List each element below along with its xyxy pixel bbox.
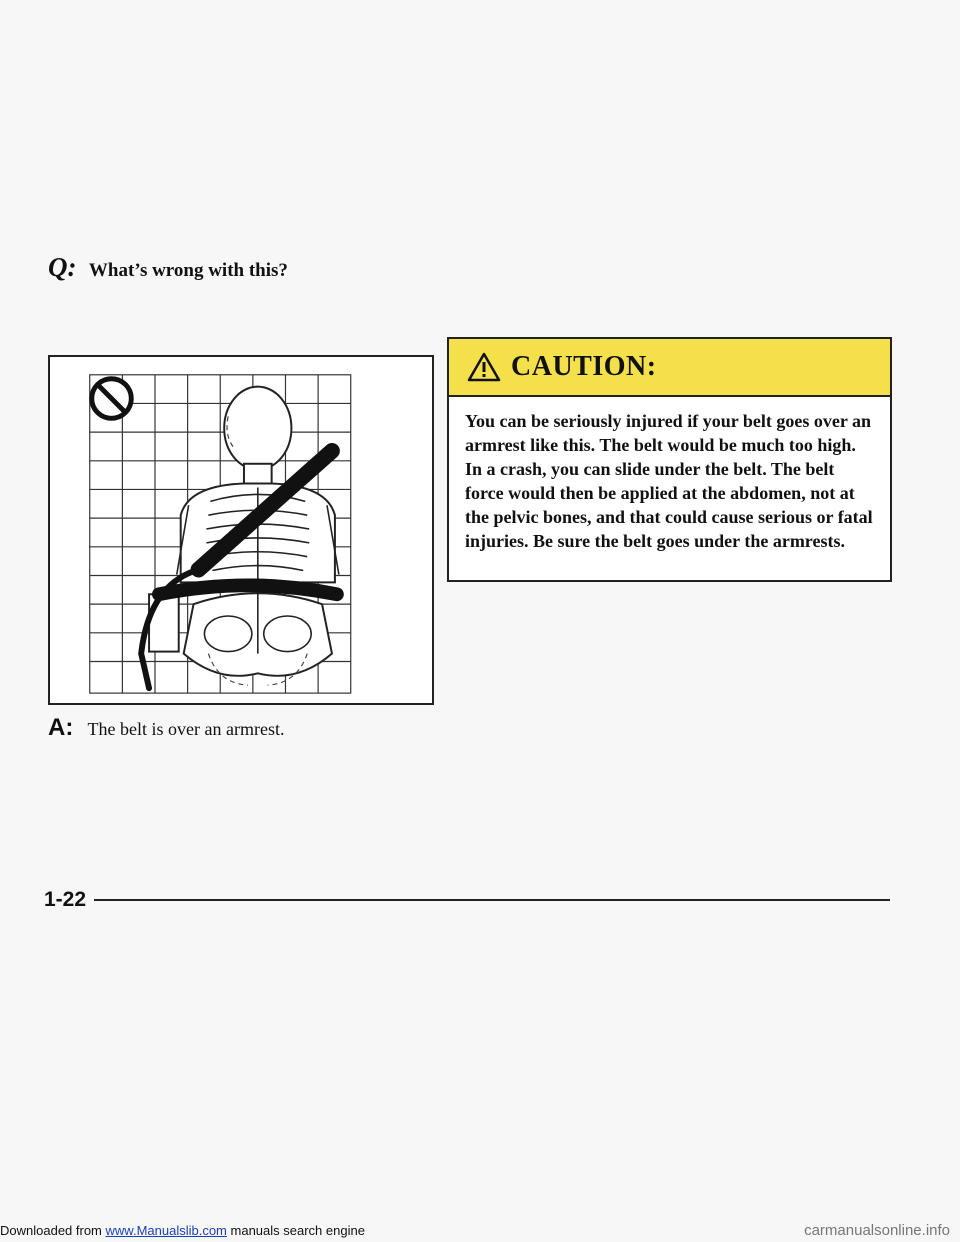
page-number-row <box>44 888 890 912</box>
caution-box <box>447 337 892 582</box>
caution-title: CAUTION: <box>511 351 657 382</box>
caution-text: You can be seriously injured if your belt goes over an armrest like this. The belt would be much too high. In a crash, you can slide under the belt. The belt force would then be applied at the abdomen, not at the pelvic bones, and that could cause serious or fatal injuries. Be sure the belt goes under the armrests. <box>465 411 873 551</box>
footer-suffix: manuals search engine <box>230 1222 365 1238</box>
skeleton-figure <box>50 357 432 703</box>
question-text: What’s wrong with this? <box>88 260 288 281</box>
page-number: 1-22 <box>44 888 87 911</box>
caution-header <box>449 339 890 397</box>
footer-watermark: carmanualsonline.info <box>804 1221 950 1239</box>
question-mark: Q: <box>48 252 77 282</box>
divider <box>94 899 890 901</box>
footer-prefix: Downloaded from <box>0 1222 102 1238</box>
answer-mark: A: <box>48 714 74 741</box>
footer-source <box>0 1223 365 1238</box>
seatbelt-illustration <box>48 355 434 705</box>
question-heading <box>48 252 288 283</box>
warning-triangle-icon <box>467 352 501 382</box>
footer <box>0 1218 960 1242</box>
answer-text: The belt is over an armrest. <box>87 719 285 739</box>
footer-link[interactable]: www.Manualslib.com <box>105 1222 227 1238</box>
answer-line <box>48 714 284 742</box>
no-symbol-icon <box>92 379 132 419</box>
